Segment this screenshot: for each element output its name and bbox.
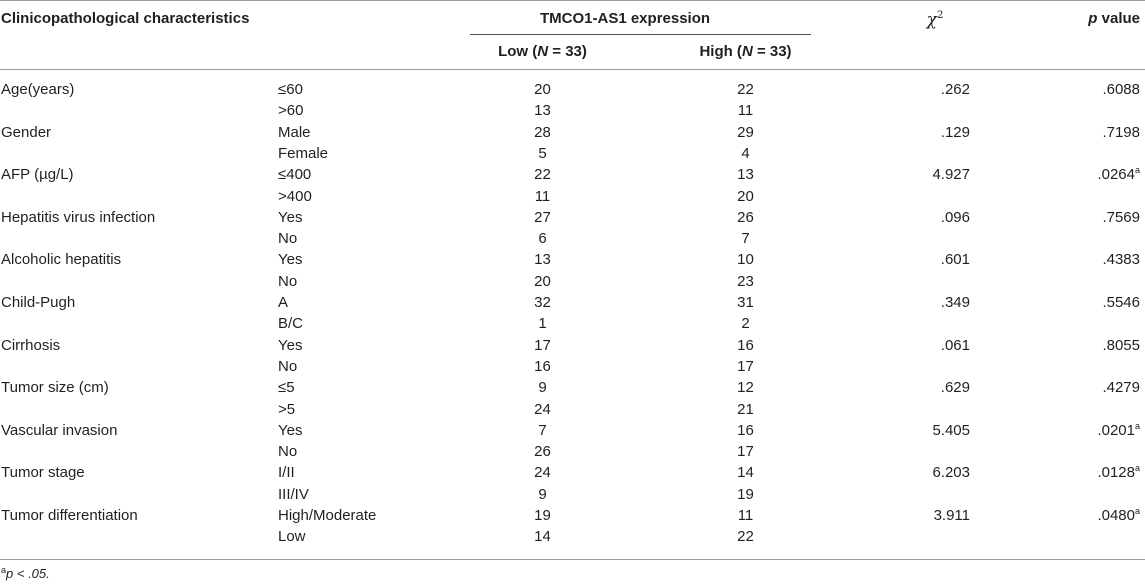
significance-marker: a (1134, 463, 1140, 473)
subgroup: Female (278, 145, 329, 162)
significance-marker: a (1134, 165, 1140, 175)
p-value (1030, 208, 1140, 228)
p-value-number: .8055 (1102, 337, 1140, 354)
header-chi-square (905, 10, 965, 30)
low-count: 22 (534, 166, 551, 183)
subgroup: Yes (278, 337, 303, 354)
header-low-n-value: = 33) (548, 43, 587, 60)
p-value-number: .7569 (1102, 209, 1140, 226)
p-value-number: .4279 (1102, 379, 1140, 396)
p-value-number: .6088 (1102, 81, 1140, 98)
low-count: 14 (534, 528, 551, 545)
high-count: 13 (737, 166, 754, 183)
header-high-n-symbol: N (741, 43, 753, 60)
high-count: 16 (737, 337, 754, 354)
low-count: 9 (538, 486, 547, 503)
high-count: 17 (737, 358, 754, 375)
high-count: 14 (737, 464, 754, 481)
footnote-text: < .05. (13, 566, 50, 581)
low-count: 1 (538, 315, 547, 332)
subgroup: III/IV (278, 486, 309, 503)
footnote-marker: a (1, 565, 7, 575)
chi-square-value: 4.927 (932, 166, 970, 183)
chi-square-value: 3.911 (933, 507, 970, 524)
low-count: 9 (538, 379, 547, 396)
chi-square-value: .629 (940, 379, 970, 396)
p-value-number: .4383 (1102, 251, 1140, 268)
low-count: 24 (534, 464, 551, 481)
chi-square-value: .262 (940, 81, 970, 98)
p-value (1030, 165, 1140, 185)
p-value (1030, 80, 1140, 100)
subgroup: ≤60 (278, 81, 303, 98)
subgroup: ≤400 (278, 166, 312, 183)
subgroup: Yes (278, 209, 303, 226)
p-value (1030, 123, 1140, 143)
chi-square-value: 5.405 (932, 422, 970, 439)
low-count: 17 (534, 337, 551, 354)
subgroup: >400 (278, 188, 312, 205)
subgroup: No (278, 273, 298, 290)
characteristic: Tumor stage (1, 464, 85, 481)
header-expression: TMCO1-AS1 expression (540, 10, 711, 27)
high-count: 31 (737, 294, 754, 311)
high-count: 21 (737, 401, 754, 418)
p-value (1030, 293, 1140, 313)
subgroup: >5 (278, 401, 296, 418)
high-count: 23 (737, 273, 754, 290)
characteristic: Vascular invasion (1, 422, 118, 439)
high-count: 2 (741, 315, 750, 332)
high-count: 19 (737, 486, 754, 503)
p-symbol: p (1088, 10, 1098, 27)
characteristic: Age(years) (1, 81, 75, 98)
table-bottom-rule (0, 559, 1145, 560)
header-low (480, 42, 605, 62)
low-count: 13 (534, 102, 551, 119)
header-high-label: High ( (699, 43, 742, 60)
high-count: 10 (737, 251, 754, 268)
low-count: 19 (534, 507, 551, 524)
characteristic: AFP (µg/L) (1, 166, 74, 183)
subgroup: I/II (278, 464, 295, 481)
high-count: 29 (737, 124, 754, 141)
footnote-p: p (6, 566, 14, 581)
footnote (1, 565, 50, 583)
p-value (1030, 421, 1140, 441)
p-value-number: .5546 (1102, 294, 1140, 311)
header-high (673, 42, 818, 62)
high-count: 11 (737, 507, 754, 524)
low-count: 26 (534, 443, 551, 460)
p-word: value (1097, 10, 1140, 27)
p-value (1030, 463, 1140, 483)
chi-square-value: 6.203 (932, 464, 970, 481)
chi-square-value: .349 (940, 294, 970, 311)
characteristic: Tumor size (cm) (1, 379, 109, 396)
subgroup: A (278, 294, 289, 311)
characteristic: Child-Pugh (1, 294, 76, 311)
low-count: 7 (538, 422, 547, 439)
high-count: 7 (741, 230, 750, 247)
header-high-n-value: = 33) (752, 43, 792, 60)
subgroup: No (278, 443, 298, 460)
subgroup: No (278, 230, 298, 247)
subgroup: Yes (278, 422, 303, 439)
characteristic: Tumor differentiation (1, 507, 138, 524)
low-count: 20 (534, 81, 551, 98)
subgroup: >60 (278, 102, 304, 119)
low-count: 24 (534, 401, 551, 418)
significance-marker: a (1134, 421, 1140, 431)
chi-square-value: .096 (940, 209, 970, 226)
subgroup: High/Moderate (278, 507, 377, 524)
subgroup: Male (278, 124, 311, 141)
high-count: 11 (737, 102, 754, 119)
high-count: 17 (737, 443, 754, 460)
p-value (1030, 378, 1140, 398)
high-count: 22 (737, 81, 754, 98)
low-count: 6 (538, 230, 547, 247)
low-count: 28 (534, 124, 551, 141)
low-count: 27 (534, 209, 551, 226)
p-value-number: .7198 (1102, 124, 1140, 141)
chi-power: 2 (936, 10, 944, 21)
subgroup: No (278, 358, 298, 375)
chi-square-value: .061 (940, 337, 970, 354)
subgroup: Yes (278, 251, 303, 268)
p-value-number: .0480 (1097, 507, 1135, 524)
expression-group-rule (470, 34, 811, 35)
header-low-n-symbol: N (537, 43, 549, 60)
header-characteristics: Clinicopathological characteristics (1, 10, 250, 27)
characteristic: Alcoholic hepatitis (1, 251, 122, 268)
characteristic: Cirrhosis (1, 337, 61, 354)
table-top-rule (0, 0, 1145, 1)
significance-marker: a (1134, 506, 1140, 516)
high-count: 12 (737, 379, 754, 396)
subgroup: Low (278, 528, 306, 545)
header-low-label: Low ( (498, 43, 538, 60)
header-bottom-rule (0, 69, 1145, 70)
subgroup: ≤5 (278, 379, 295, 396)
characteristic: Gender (1, 124, 52, 141)
low-count: 20 (534, 273, 551, 290)
high-count: 22 (737, 528, 754, 545)
p-value-number: .0201 (1097, 422, 1135, 439)
low-count: 11 (534, 188, 551, 205)
p-value-number: .0128 (1097, 464, 1135, 481)
header-p-value (1030, 9, 1140, 29)
high-count: 26 (737, 209, 754, 226)
characteristic: Hepatitis virus infection (1, 209, 156, 226)
p-value-number: .0264 (1097, 166, 1135, 183)
chi-square-value: .129 (940, 124, 970, 141)
chi-symbol: χ (926, 10, 937, 30)
high-count: 4 (741, 145, 750, 162)
subgroup: B/C (278, 315, 304, 332)
low-count: 5 (538, 145, 547, 162)
low-count: 16 (534, 358, 551, 375)
low-count: 32 (534, 294, 551, 311)
p-value (1030, 336, 1140, 356)
p-value (1030, 506, 1140, 526)
p-value (1030, 250, 1140, 270)
high-count: 20 (737, 188, 754, 205)
low-count: 13 (534, 251, 551, 268)
chi-square-value: .601 (940, 251, 970, 268)
high-count: 16 (737, 422, 754, 439)
